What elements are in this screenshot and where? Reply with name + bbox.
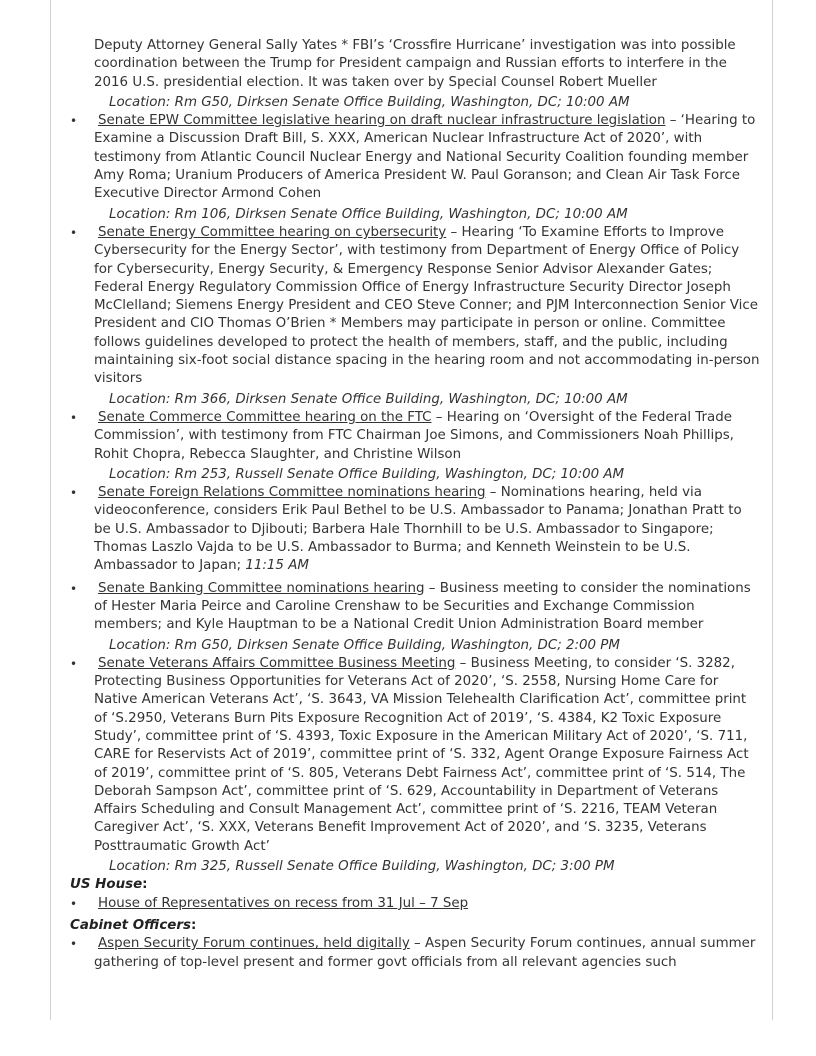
event-link[interactable]: Senate Commerce Committee hearing on the FTC — [98, 409, 432, 425]
page-right-border — [772, 0, 773, 1020]
intro-paragraph: Deputy Attorney General Sally Yates * FBI’s ‘Crossfire Hurricane’ investigation was into possible coordination between the Trump for President campaign and Russian efforts to interfere in the 2016 U.S. presidential election. It was taken over by Special Counsel Robert Mueller — [94, 38, 736, 90]
event-description: – Hearing on ‘Oversight of the Federal Trade Commission’, with testimony from FTC Chairman Joe Simons, and Commissioners Noah Phillips, Rohit Chopra, Rebecca Slaughter, and Christine Wilson — [94, 409, 734, 462]
bullet: • — [70, 486, 78, 501]
intro-location: Location: Rm G50, Dirksen Senate Office Building, Washington, DC; 10:00 AM — [109, 94, 630, 110]
event-description: – Business meeting to consider the nominations of Hester Maria Peirce and Caroline Crenshaw to be Securities and Exchange Commission members; and Kyle Hauptman to be a National Credit Union Administration Board member — [94, 580, 751, 633]
event-description: – ‘Hearing to Examine a Discussion Draft Bill, S. XXX, American Nuclear Infrastructure Act of 2020’, with testimony from Atlantic Council Nuclear Energy and National Security Coalition founding member Amy Roma; Uranium Producers of America President W. Paul Goranson; and Clean Air Task Force Executive Director Armond Cohen — [94, 113, 756, 202]
event-link[interactable]: Aspen Security Forum continues, held digitally — [98, 936, 410, 952]
house-recess-link[interactable]: House of Representatives on recess from 31 Jul – 7 Sep — [98, 895, 469, 911]
event-description: – Nominations hearing, held via videoconference, considers Erik Paul Bethel to be U.S. Ambassador to Panama; Jonathan Pratt to be U.S. Ambassador to Djibouti; Barbera Hale Thornhill to be U.S. Ambassador to Singapore; Thomas Laszlo Vajda to be U.S. Ambassador to Burma; and Kenneth Weinstein to be U.S. Ambassador to Japan; — [94, 485, 742, 574]
list-item — [70, 935, 760, 972]
event-description: – Hearing ‘To Examine Efforts to Improve Cybersecurity for the Energy Sector’, with testimony from Department of Energy Office of Policy for Cybersecurity, Energy Security, & Emergency Response Senior Advisor Alexander Gates; Federal Energy Regulatory Commission Office of Energy Infrastructure Security Director Joseph McClelland; Siemens Energy President and CEO Steve Conner; and PJM Interconnection Senior Vice President and CIO Thomas O’Brien * Members may participate in person or online. Committee follows guidelines developed to protect the health of members, staff, and the public, including maintaining six-foot social distance spacing in the hearing room and not accommodating in-person visitors — [94, 224, 760, 387]
bullet: • — [70, 581, 78, 596]
list-item — [70, 224, 760, 389]
event-link[interactable]: Senate Energy Committee hearing on cybersecurity — [98, 224, 447, 240]
list-item — [70, 655, 760, 856]
list-item — [70, 409, 760, 464]
event-link[interactable]: Senate Foreign Relations Committee nominations hearing — [98, 485, 486, 501]
bullet: • — [70, 114, 78, 129]
list-item — [70, 112, 760, 203]
list-item — [70, 895, 760, 913]
event-location: Location: Rm 366, Dirksen Senate Office Building, Washington, DC; 10:00 AM — [109, 391, 628, 407]
page-left-border — [50, 0, 51, 1020]
event-link[interactable]: Senate EPW Committee legislative hearing on draft nuclear infrastructure legislation — [98, 113, 666, 129]
event-location: Location: Rm G50, Dirksen Senate Office Building, Washington, DC; 2:00 PM — [109, 637, 620, 653]
event-location: Location: Rm 325, Russell Senate Office Building, Washington, DC; 3:00 PM — [109, 859, 615, 875]
event-location: Location: Rm 106, Dirksen Senate Office Building, Washington, DC; 10:00 AM — [109, 206, 628, 222]
list-item — [70, 484, 760, 575]
event-description: – Business Meeting, to consider ‘S. 3282, Protecting Business Opportunities for Veterans Act of 2020’, ‘S. 2558, Nursing Home Care for Native American Veterans Act’, ‘S. 3643, VA Mission Telehealth Clarification Act’, committee print of ‘S.2950, Veterans Burn Pits Exposure Recognition Act of 2019’, ‘S. 4384, K2 Toxic Exposure Study’, committee print of ‘S. 4393, Toxic Exposure in the American Military Act of 2020’, ‘S. 711, CARE for Reservists Act of 2019’, committee print of ‘S. 332, Agent Orange Exposure Fairness Act of 2019’, committee print of ‘S. 805, Veterans Debt Fairness Act’, committee print of ‘S. 514, The Deborah Sampson Act’, committee print of ‘S. 629, Accountability in Department of Veterans Affairs Scheduling and Consult Management Act’, committee print of ‘S. 2216, TEAM Veteran Caregiver Act’, ‘S. XXX, Veterans Benefit Improvement Act of 2020’, and ‘S. 3235, Veterans Posttraumatic Growth Act’ — [94, 655, 749, 854]
document-content — [70, 37, 760, 972]
bullet: • — [70, 656, 78, 671]
event-time: 11:15 AM — [245, 558, 309, 574]
cabinet-officers-heading: Cabinet Officers: — [70, 917, 197, 933]
bullet: • — [70, 896, 78, 911]
bullet: • — [70, 410, 78, 425]
bullet: • — [70, 937, 78, 952]
bullet: • — [70, 225, 78, 240]
us-house-heading: US House: — [70, 877, 148, 893]
event-description: – Aspen Security Forum continues, annual summer gathering of top-level present and former govt officials from all relevant agencies such — [94, 936, 756, 970]
event-location: Location: Rm 253, Russell Senate Office Building, Washington, DC; 10:00 AM — [109, 466, 625, 482]
event-link[interactable]: Senate Veterans Affairs Committee Business Meeting — [98, 655, 456, 671]
event-link[interactable]: Senate Banking Committee nominations hearing — [98, 580, 425, 596]
list-item — [70, 580, 760, 635]
